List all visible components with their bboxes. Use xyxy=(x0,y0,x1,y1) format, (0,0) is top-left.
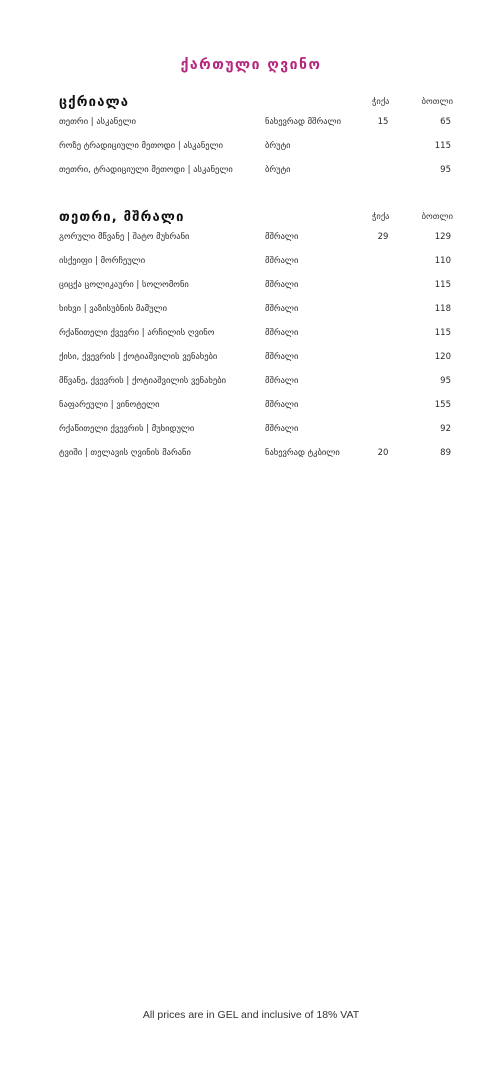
menu-item xyxy=(59,304,453,328)
bottle-price: 115 xyxy=(434,141,451,151)
glass-price: 15 xyxy=(377,117,389,127)
section-title: ცქრიალა xyxy=(59,95,130,110)
wine-style: ნახევრად ტკბილი xyxy=(265,448,340,458)
wine-style: მშრალი xyxy=(265,424,299,434)
menu-item xyxy=(59,117,453,141)
bottle-price: 129 xyxy=(434,232,451,242)
section-header xyxy=(59,95,453,117)
wine-name: ისქეიფი | მორჩეული xyxy=(59,256,146,266)
wine-name: გორული მწვანე | შატო მუხრანი xyxy=(59,232,190,242)
section-title: თეთრი, მშრალი xyxy=(59,210,185,225)
glass-column-header: ჭიქა xyxy=(372,212,390,222)
page-title: ქართული ღვინო xyxy=(180,57,322,73)
section-header xyxy=(59,210,453,232)
bottle-price: 110 xyxy=(434,256,451,266)
wine-style: მშრალი xyxy=(265,328,299,338)
wine-style: მშრალი xyxy=(265,280,299,290)
menu-item xyxy=(59,232,453,256)
menu-item xyxy=(59,352,453,376)
wine-style: მშრალი xyxy=(265,376,299,386)
wine-name: ტვიში | თელავის ღვინის მარანი xyxy=(59,448,191,458)
wine-style: მშრალი xyxy=(265,352,299,362)
section-sparkling xyxy=(59,95,453,189)
glass-column-header: ჭიქა xyxy=(372,97,390,107)
menu-item xyxy=(59,448,453,472)
wine-name: თეთრი, ტრადიციული მეთოდი | ასკანელი xyxy=(59,165,233,175)
bottle-column-header: ბოთლი xyxy=(421,212,453,222)
wine-style: მშრალი xyxy=(265,256,299,266)
bottle-price: 95 xyxy=(440,376,451,386)
menu-item xyxy=(59,141,453,165)
wine-style: ნახევრად მშრალი xyxy=(265,117,341,127)
menu-item xyxy=(59,424,453,448)
wine-style: მშრალი xyxy=(265,232,299,242)
menu-item xyxy=(59,280,453,304)
wine-name: ხიხვი | ვაზისუბნის მამული xyxy=(59,304,167,314)
menu-item xyxy=(59,328,453,352)
menu-item xyxy=(59,376,453,400)
wine-name: ნაფარეული | ვინოტელი xyxy=(59,400,160,410)
bottle-price: 155 xyxy=(434,400,451,410)
wine-name: მწვანე, ქვევრის | ქოტიაშვილის ვენახები xyxy=(59,376,226,386)
menu-item xyxy=(59,256,453,280)
bottle-price: 92 xyxy=(440,424,451,434)
section-white-dry xyxy=(59,210,453,472)
glass-price: 29 xyxy=(377,232,389,242)
menu-item xyxy=(59,400,453,424)
wine-name: როზე ტრადიციული მეთოდი | ასკანელი xyxy=(59,141,224,151)
bottle-price: 120 xyxy=(434,352,451,362)
wine-name: ციცქა ცოლიკაური | სოლომონი xyxy=(59,280,189,290)
wine-style: ბრუტი xyxy=(265,165,291,175)
vat-footnote: All prices are in GEL and inclusive of 18% VAT xyxy=(142,1009,360,1021)
glass-price: 20 xyxy=(377,448,389,458)
menu-item xyxy=(59,165,453,189)
wine-name: რქაწითელი ქვევრის | მუხიდული xyxy=(59,424,195,434)
bottle-price: 89 xyxy=(440,448,451,458)
bottle-price: 118 xyxy=(434,304,451,314)
wine-style: მშრალი xyxy=(265,304,299,314)
wine-style: მშრალი xyxy=(265,400,299,410)
bottle-price: 65 xyxy=(440,117,451,127)
wine-name: ქისი, ქვევრის | ქოტიაშვილის ვენახები xyxy=(59,352,218,362)
wine-name: რქაწითელი ქვევრი | არჩილის ღვინო xyxy=(59,328,215,338)
wine-name: თეთრი | ასკანელი xyxy=(59,117,136,127)
bottle-column-header: ბოთლი xyxy=(421,97,453,107)
wine-style: ბრუტი xyxy=(265,141,291,151)
bottle-price: 115 xyxy=(434,328,451,338)
bottle-price: 95 xyxy=(440,165,451,175)
bottle-price: 115 xyxy=(434,280,451,290)
